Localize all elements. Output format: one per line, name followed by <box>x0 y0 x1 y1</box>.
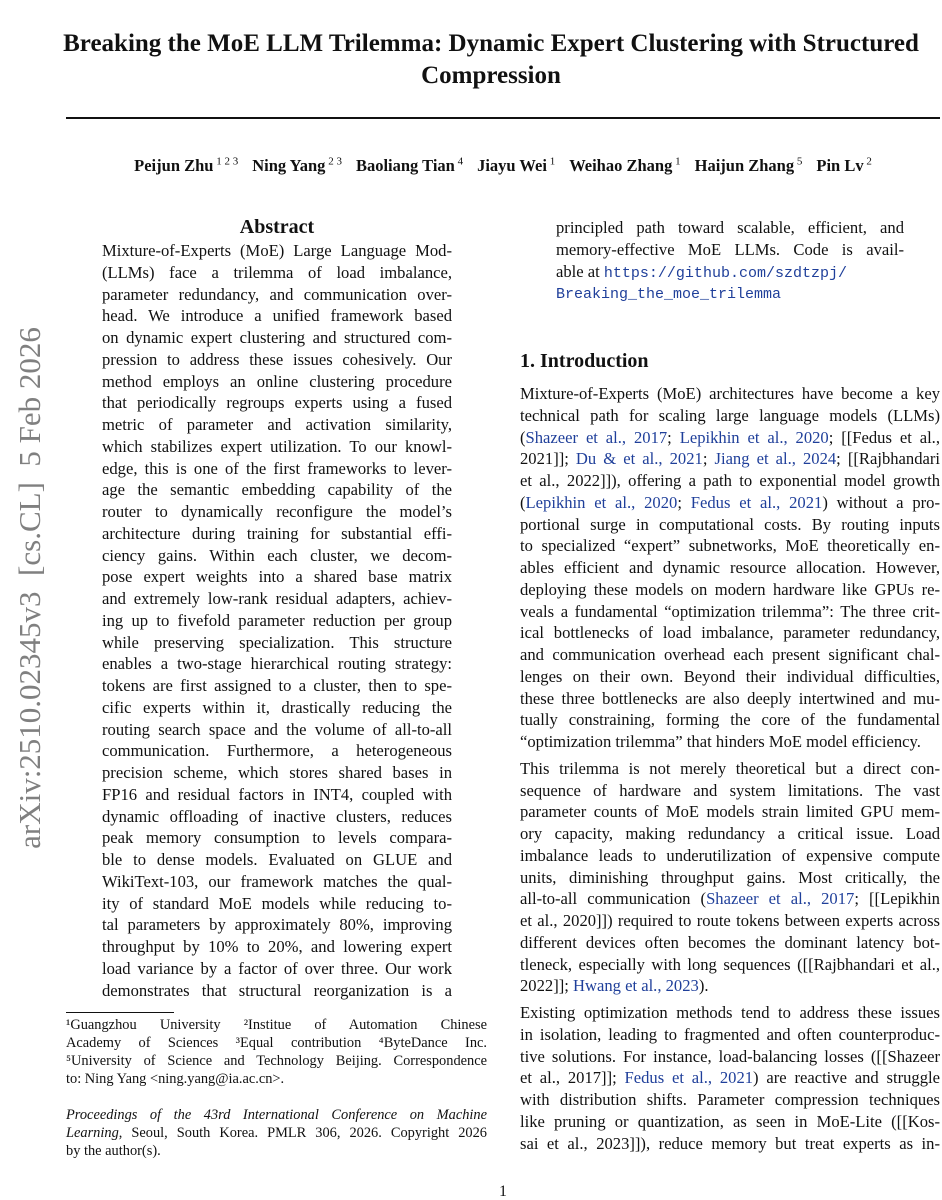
citation-link[interactable]: Du & et al., 2021 <box>575 449 703 469</box>
text-line: pression to address these issues cohesively. Our <box>102 349 452 369</box>
text-line: load variance by a factor of over three. Our work <box>102 958 452 978</box>
title-rule <box>66 117 940 119</box>
author <box>695 156 803 175</box>
text-line: ical bottlenecks of load imbalance, parameter redundancy, <box>520 623 940 643</box>
text-line: units, diminishing throughput gains. Most critically, the <box>520 867 940 887</box>
text-line: tive solutions. For instance, load-balancing losses ([[Shazeer <box>520 1046 940 1066</box>
text-line: Learning, Seoul, South Korea. PMLR 306, 2026. Copyright 2026 <box>66 1125 487 1141</box>
text-line: in isolation, leading to fragmented and often counterproduc- <box>520 1024 940 1044</box>
text-line: ⁵University of Science and Technology Beijing. Correspondence <box>66 1053 487 1069</box>
text-line: portional surge in computational costs. By routing inputs <box>520 514 940 534</box>
citation-link[interactable]: Lepikhin et al., 2020 <box>525 492 678 512</box>
citation-link[interactable]: Shazeer et al., 2017 <box>706 889 855 909</box>
text-line: et al., 2017]]; Fedus et al., 2021) are reactive and struggle <box>520 1068 940 1088</box>
text-line: to specialized “expert” subnetworks, MoE theoretically en- <box>520 536 940 556</box>
text-line: parameter counts of MoE models strain limited GPU mem- <box>520 802 940 822</box>
text-line: memory-effective MoE LLMs. Code is avail- <box>556 239 904 259</box>
text-line: imbalance leads to underutilization of expensive compute <box>520 845 940 865</box>
text-line: parameter redundancy, and communication over- <box>102 284 452 304</box>
author-name: Haijun Zhang <box>694 155 795 175</box>
author-name: Baoliang Tian <box>355 155 455 175</box>
text-line: (LLMs) face a trilemma of load imbalance, <box>102 262 452 282</box>
citation-link[interactable]: Hwang et al., 2023 <box>573 976 699 996</box>
code-link[interactable]: Breaking_the_moe_trilemma <box>556 286 782 304</box>
text-line: ables efficient and dynamic resource allocation. However, <box>520 558 940 577</box>
text-line: sequence of hardware and system limitations. The vast <box>520 780 940 800</box>
text-line: lenges on their own. Beyond their individual difficulties, <box>520 666 940 686</box>
text-line: Academy of Sciences ³Equal contribution ⁴ByteDance Inc. <box>66 1035 487 1051</box>
author <box>134 156 238 175</box>
author <box>356 156 463 175</box>
text-line: deploying these models on modern hardware like GPUs re- <box>520 579 940 599</box>
text-line: (Shazeer et al., 2017; Lepikhin et al., 2020; [[Fedus et al., <box>520 427 940 447</box>
arxiv-identifier: arXiv:2510.02345v3 [cs.CL] 5 Feb 2026 <box>12 327 47 849</box>
abstract-body <box>102 240 452 1001</box>
section-heading: 1. Introduction <box>520 350 649 372</box>
text-line: router to dynamically reconfigure the model’s <box>102 502 452 521</box>
text-line: Mixture-of-Experts (MoE) architectures have become a key <box>520 384 940 403</box>
text-line: which stabilizes expert utilization. To our knowl- <box>102 436 452 456</box>
text-line: these three bottlenecks are also deeply intertwined and mu- <box>520 688 940 708</box>
text-line: 2022]]; Hwang et al., 2023). <box>520 976 709 996</box>
text-line: (Lepikhin et al., 2020; Fedus et al., 2021) without a pro- <box>520 492 941 512</box>
text-line: routing search space and the volume of all-to-all <box>102 719 452 739</box>
author <box>252 156 342 175</box>
text-line: veals a fundamental “optimization trilemma”: The three crit- <box>520 601 940 621</box>
code-link[interactable]: https://github.com/szdtzpj/ <box>603 264 847 282</box>
text-line: method employs an online clustering procedure <box>102 371 452 391</box>
author-name: Weihao Zhang <box>569 155 673 175</box>
author-name: Jiayu Wei <box>477 155 547 175</box>
author-name: Peijun Zhu <box>134 155 214 175</box>
text-line: Proceedings of the 43rd International Conference on Machine <box>66 1107 487 1123</box>
text-line: Existing optimization methods tend to address these issues <box>520 1003 940 1022</box>
text-line: like pruning or quantization, as seen in MoE-Lite ([[Kos- <box>520 1111 940 1131</box>
author-affiliation: 1 2 3 <box>213 155 239 167</box>
text-line: pose expert weights into a shared base matrix <box>102 567 452 587</box>
text-line: WikiText-103, our framework matches the qual- <box>102 871 452 891</box>
abstract-continuation <box>556 217 904 304</box>
introduction-body <box>520 383 940 1154</box>
text-line: age the semantic embedding capability of the <box>102 480 452 500</box>
author-affiliation: 5 <box>794 155 803 167</box>
text-line: ory capacity, making redundancy a critical issue. Load <box>520 824 940 843</box>
text-line: precision scheme, which stores shared bases in <box>102 763 452 782</box>
text-line: ity of standard MoE models while reducing to- <box>102 893 452 913</box>
text-line: demonstrates that structural reorganization is a <box>102 980 452 1000</box>
text-line: all-to-all communication (Shazeer et al., 2017; [[Lepikhin <box>520 889 940 909</box>
text-line: architecture during training for substantial effi- <box>102 523 452 543</box>
author-list <box>66 155 940 176</box>
proceedings-note <box>66 1106 487 1160</box>
text-line: technical path for scaling large language models (LLMs) <box>520 405 940 425</box>
text-line: ¹Guangzhou University ²Institue of Automation Chinese <box>66 1017 487 1033</box>
text-line: and communication overhead each present significant chal- <box>520 645 940 664</box>
citation-link[interactable]: Fedus et al., 2021 <box>690 492 823 512</box>
text-line: et al., 2022]]), offering a path to exponential model growth <box>520 471 940 490</box>
text-line: metric of parameter and activation similarity, <box>102 415 452 434</box>
page-number: 1 <box>499 1183 507 1200</box>
text-line: to: Ning Yang <ning.yang@ia.ac.cn>. <box>66 1071 285 1087</box>
author-affiliation: 2 <box>863 155 872 167</box>
author-affiliation: 1 <box>672 155 681 167</box>
text-line: ble to dense models. Evaluated on GLUE and <box>102 850 452 869</box>
text-line: and extremely low-rank residual adapters, achiev- <box>102 589 452 608</box>
abstract-heading: Abstract <box>239 216 315 238</box>
title-line: Breaking the MoE LLM Trilemma: Dynamic Expert Clustering with Structured <box>63 30 919 57</box>
text-line: communication. Furthermore, a heterogeneous <box>102 741 452 761</box>
text-line: by the author(s). <box>66 1143 161 1159</box>
citation-link[interactable]: Jiang et al., 2024 <box>714 449 837 469</box>
citation-link[interactable]: Fedus et al., 2021 <box>624 1068 754 1088</box>
text-line: tleneck, especially with long sequences ([[Rajbhandari et al., <box>520 954 940 974</box>
paper-title <box>40 28 942 92</box>
text-line: FP16 and residual factors in INT4, coupled with <box>102 784 452 804</box>
title-line: Compression <box>421 62 561 89</box>
text-line: able at <box>556 261 600 281</box>
author <box>477 156 555 175</box>
author-name: Pin Lv <box>816 155 864 175</box>
text-line: that periodically regroups experts using a fused <box>102 393 452 413</box>
author-affiliation: 4 <box>454 155 464 167</box>
text-line: on dynamic expert clustering and structured com- <box>102 328 452 347</box>
text-line: enables a two-stage hierarchical routing strategy: <box>102 654 452 674</box>
author-affiliation: 2 3 <box>325 155 342 167</box>
text-line: ing up to fivefold parameter reduction per group <box>102 610 452 630</box>
text-line: with distribution shifts. Parameter compression techniques <box>520 1090 940 1109</box>
text-line: 2021]]; Du & et al., 2021; Jiang et al., 2024; [[Rajbhandari <box>520 449 940 469</box>
author <box>569 156 680 175</box>
citation-link[interactable]: Lepikhin et al., 2020 <box>679 427 829 447</box>
text-line: peak memory consumption to levels compara- <box>102 828 452 848</box>
text-line: ciency gains. Within each cluster, we decom- <box>102 545 452 565</box>
text-line: principled path toward scalable, efficient, and <box>556 218 904 237</box>
text-line: edge, this is one of the first frameworks to lever- <box>102 458 452 478</box>
affiliations-footnote <box>66 1016 487 1088</box>
text-line: throughput by 10% to 20%, and lowering expert <box>102 937 452 956</box>
text-line: sai et al., 2023]]), reduce memory but treat experts as in- <box>520 1133 940 1153</box>
text-line: et al., 2020]]) required to route tokens between experts across <box>520 911 940 930</box>
text-line: tal parameters by approximately 80%, improving <box>102 915 452 935</box>
text-line: head. We introduce a unified framework based <box>102 306 452 326</box>
author-affiliation: 1 <box>546 155 556 167</box>
text-line: tokens are first assigned to a cluster, then to spe- <box>102 676 452 695</box>
author-name: Ning Yang <box>252 155 326 175</box>
text-line: tually constraining, forming the core of the fundamental <box>520 710 940 730</box>
text-line: dynamic offloading of inactive clusters, reduces <box>102 806 452 826</box>
text-line: This trilemma is not merely theoretical but a direct con- <box>520 758 940 778</box>
text-line: different devices often becomes the dominant latency bot- <box>520 932 940 952</box>
text-line: cific experts within it, drastically reducing the <box>102 697 452 717</box>
footnote-rule <box>66 1012 174 1013</box>
citation-link[interactable]: Shazeer et al., 2017 <box>525 427 668 447</box>
text-line: “optimization trilemma” that hinders MoE model efficiency. <box>520 732 921 751</box>
author <box>816 156 871 175</box>
text-line: Mixture-of-Experts (MoE) Large Language Mod- <box>102 241 452 260</box>
text-line: while preserving specialization. This structure <box>102 632 452 652</box>
